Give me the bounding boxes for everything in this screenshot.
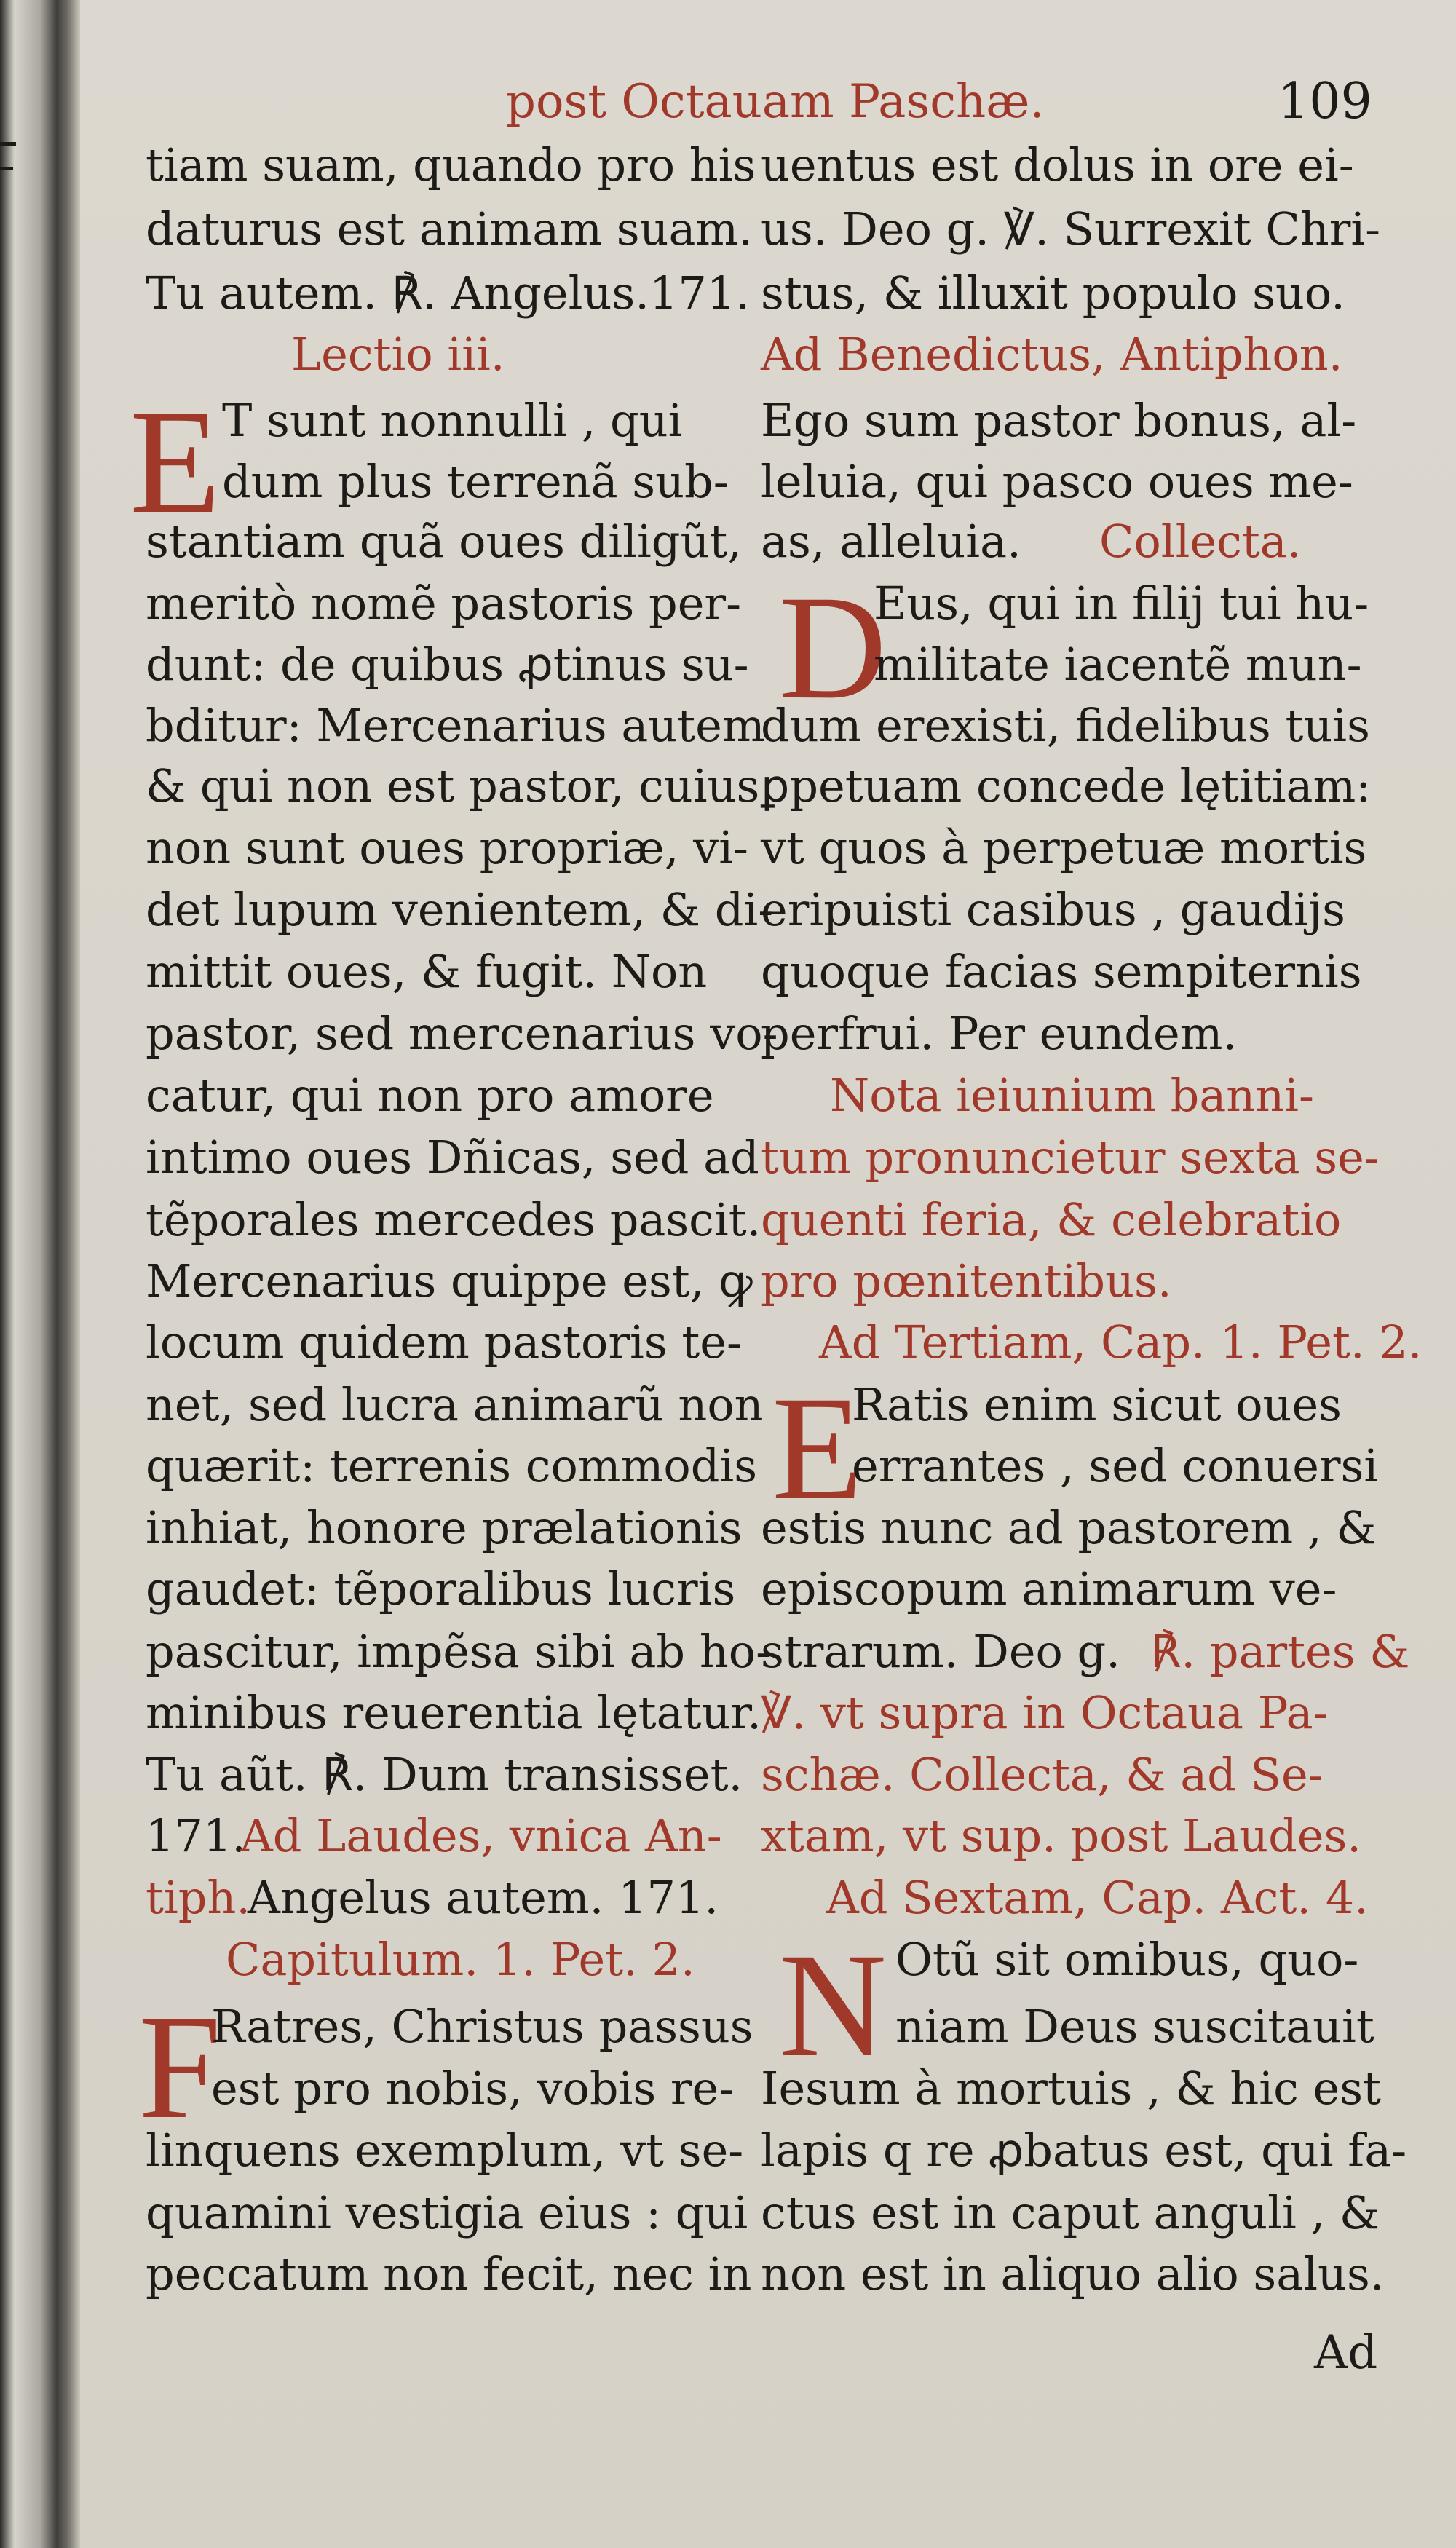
text-line: 171. xyxy=(146,1809,247,1862)
rubric: schæ. Collecta, & ad Se- xyxy=(761,1748,1324,1801)
section-heading: Ad Tertiam, Cap. 1. Pet. 2. xyxy=(819,1315,1423,1369)
text-line: quamini vestigia eius : qui xyxy=(146,2186,748,2239)
text-line: pastor, sed mercenarius vo- xyxy=(146,1007,778,1060)
binding-mark xyxy=(0,142,16,146)
text-line: minibus reuerentia lętatur. xyxy=(146,1686,761,1739)
text-line: det lupum venientem, & di- xyxy=(146,883,774,936)
text-line: peccatum non fecit, nec in xyxy=(146,2247,752,2300)
text-line: mittit oues, & fugit. Non xyxy=(146,945,708,998)
drop-capital: E xyxy=(772,1366,863,1531)
text-line: locum quidem pastoris te- xyxy=(146,1315,742,1369)
text-line: Tu aũt. ℟. Dum transisset. xyxy=(146,1748,743,1801)
text-line: tiam suam, quando pro his xyxy=(146,138,756,191)
text-line: Angelus autem. 171. xyxy=(248,1871,719,1924)
text-line: ctus est in caput anguli , & xyxy=(761,2186,1380,2239)
text-line: & qui non est pastor, cuius xyxy=(146,759,760,812)
drop-capital: E xyxy=(130,379,221,545)
text-line: non sunt oues propriæ, vi- xyxy=(146,821,748,874)
text-line: dum erexisti, fidelibus tuis xyxy=(761,699,1370,752)
text-line: stus, & illuxit populo suo. xyxy=(761,266,1345,320)
text-line: militate iacentẽ mun- xyxy=(874,638,1362,691)
text-line: net, sed lucra animarũ non xyxy=(146,1378,764,1431)
text-line: vt quos à perpetuæ mortis xyxy=(761,821,1367,874)
text-line: strarum. Deo g. xyxy=(761,1625,1120,1678)
text-line: non est in aliquo alio salus. xyxy=(761,2247,1385,2300)
text-line: Tu autem. ℟. Angelus.171. xyxy=(146,266,750,320)
text-line: us. Deo g. ℣. Surrexit Chri- xyxy=(761,202,1381,256)
text-line: Eus, qui in filij tui hu- xyxy=(874,577,1369,630)
rubric: pro pœnitentibus. xyxy=(761,1254,1172,1307)
section-heading: Lectio iii. xyxy=(291,328,505,381)
text-line: catur, qui non pro amore xyxy=(146,1069,714,1122)
text-line: errantes , sed conuersi xyxy=(852,1439,1379,1492)
text-line: Otũ sit omibus, quo- xyxy=(895,1933,1359,1986)
text-line: intimo oues Dñicas, sed ad xyxy=(146,1131,759,1184)
drop-capital: D xyxy=(779,565,887,730)
running-head: post Octauam Paschæ. xyxy=(506,75,1045,129)
text-line: quoque facias sempiternis xyxy=(761,945,1362,998)
text-line: uentus est dolus in ore ei- xyxy=(761,138,1354,191)
text-line: inhiat, honore prælationis xyxy=(146,1501,743,1554)
text-line: dum plus terrenã sub- xyxy=(222,455,729,508)
text-line: Ratis enim sicut oues xyxy=(852,1378,1342,1431)
section-heading: Collecta. xyxy=(1099,515,1302,568)
text-line: Mercenarius quippe est, ꝙ xyxy=(146,1254,753,1307)
rubric: tiph. xyxy=(146,1871,251,1924)
text-line: quærit: terrenis commodis xyxy=(146,1439,758,1492)
drop-capital: N xyxy=(779,1923,887,2088)
text-line: pascitur, impẽsa sibi ab ho- xyxy=(146,1625,772,1678)
text-line: bditur: Mercenarius autem xyxy=(146,699,765,752)
text-line: episcopum animarum ve- xyxy=(761,1562,1337,1615)
text-line: lapis q re ꝓbatus est, qui fa- xyxy=(761,2124,1407,2177)
text-line: dunt: de quibus ꝓtinus su- xyxy=(146,638,749,691)
text-line: linquens exemplum, vt se- xyxy=(146,2124,744,2177)
text-line: ꝑpetuam concede lętitiam: xyxy=(761,759,1372,812)
drop-capital: F xyxy=(138,1985,222,2150)
text-line: stantiam quã oues diligũt, xyxy=(146,515,743,568)
text-line: leluia, qui pasco oues me- xyxy=(761,455,1353,508)
text-line: gaudet: tẽporalibus lucris xyxy=(146,1562,736,1615)
text-line: perfrui. Per eundem. xyxy=(761,1007,1238,1060)
text-line: niam Deus suscitauit xyxy=(895,2000,1374,2053)
text-line: est pro nobis, vobis re- xyxy=(211,2062,735,2115)
rubric: Nota ieiunium banni- xyxy=(830,1069,1314,1122)
text-line: Iesum à mortuis , & hic est xyxy=(761,2062,1381,2115)
rubric: ℟. partes & xyxy=(1150,1625,1410,1678)
rubric: quenti feria, & celebratio xyxy=(761,1193,1342,1246)
text-line: T sunt nonnulli , qui xyxy=(222,394,683,447)
text-line: daturus est animam suam. xyxy=(146,202,753,256)
binding-mark xyxy=(0,167,13,170)
text-line: meritò nomẽ pastoris per- xyxy=(146,577,742,630)
text-line: estis nunc ad pastorem , & xyxy=(761,1501,1377,1554)
text-line: as, alleluia. xyxy=(761,515,1021,568)
rubric: xtam, vt sup. post Laudes. xyxy=(761,1809,1361,1862)
rubric: tum pronuncietur sexta se- xyxy=(761,1131,1380,1184)
text-line: tẽporales mercedes pascit. xyxy=(146,1193,761,1246)
section-heading: Ad Sextam, Cap. Act. 4. xyxy=(826,1871,1369,1924)
rubric: Ad Benedictus, Antiphon. xyxy=(761,328,1343,381)
rubric: ℣. vt supra in Octaua Pa- xyxy=(761,1686,1329,1739)
text-line: Ego sum pastor bonus, al- xyxy=(761,394,1357,447)
rubric: Ad Laudes, vnica An- xyxy=(240,1809,722,1862)
text-line: eripuisti casibus , gaudijs xyxy=(761,883,1345,936)
catchword: Ad xyxy=(1314,2326,1378,2380)
page-number: 109 xyxy=(1278,73,1372,130)
section-heading: Capitulum. 1. Pet. 2. xyxy=(226,1933,695,1986)
text-line: Ratres, Christus passus xyxy=(211,2000,753,2053)
